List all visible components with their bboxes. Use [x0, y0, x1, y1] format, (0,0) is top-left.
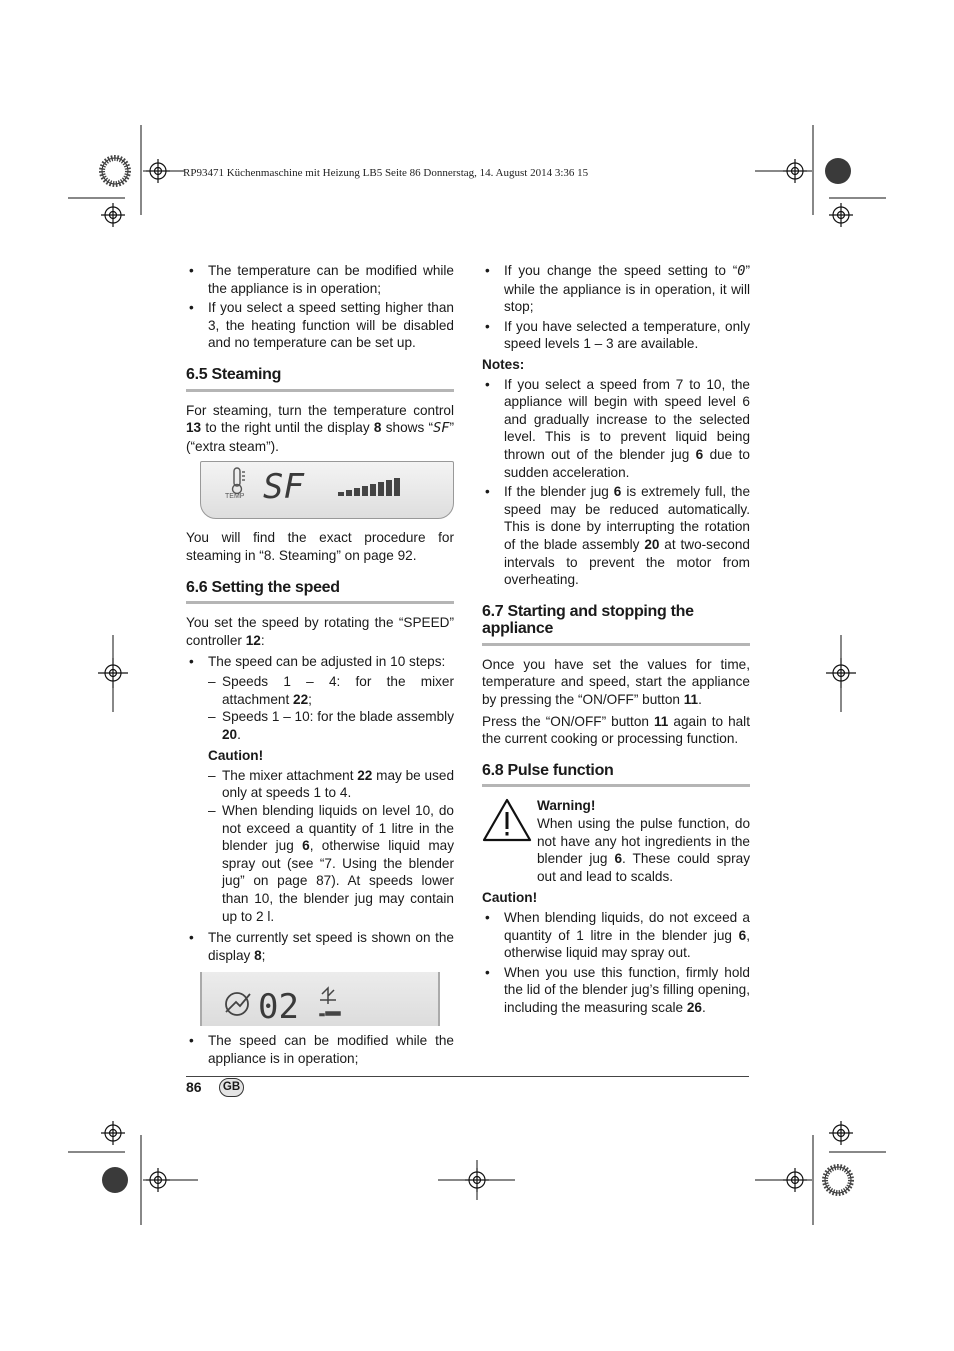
- modify-bullets: [186, 1032, 454, 1067]
- pulse-caution-list: [482, 909, 750, 1017]
- lcd-speed-digits: 02: [258, 987, 299, 1027]
- caution-label: Caution!: [208, 748, 264, 764]
- country-badge: GB: [219, 1078, 244, 1097]
- speed-notes-bullets: [482, 262, 750, 353]
- section-title-speed: 6.6 Setting the speed: [186, 579, 454, 605]
- list-item: • If the blender jug 6 is extremely full, the speed may be reduced automatically. This is done by interrupting the rotation of the blade assembly 20 at two-second intervals to prevent the motor from overheating.: [482, 483, 750, 589]
- pulse-icon: [226, 993, 250, 1015]
- speed-level-bars: [338, 478, 400, 496]
- list-item: • If you select a speed from 7 to 10, the appliance will begin with speed level 6 and gradually increase to the selected level. This is to prevent liquid being thrown out of the blender jug 6 due to sudden acceleration.: [482, 376, 750, 482]
- print-header: RP93471 Küchenmaschine mit Heizung LB5 Seite 86 Donnerstag, 14. August 2014 3:36 15: [183, 167, 589, 179]
- pulse-caution-label: Caution!: [482, 890, 538, 906]
- left-column: [186, 262, 454, 1071]
- speed-bullets: [186, 653, 454, 671]
- list-item: • If you have selected a temperature, only speed levels 1 – 3 are available.: [482, 318, 750, 353]
- section-title-start-stop: 6.7 Starting and stopping the appliance: [482, 603, 750, 646]
- warning-triangle-icon: [482, 797, 532, 843]
- list-item: • If you select a speed setting higher than 3, the heating function will be disabled and no temperature can be set up.: [186, 299, 454, 352]
- notes-list: [482, 376, 750, 589]
- list-item: • The speed can be adjusted in 10 steps:: [186, 653, 454, 671]
- section-title-pulse: 6.8 Pulse function: [482, 762, 750, 788]
- steaming-reference: You will find the exact procedure for steaming in “8. Steaming” on page 92.: [186, 530, 454, 563]
- list-item: • The currently set speed is shown on the display 8;: [186, 929, 454, 964]
- lcd-digits: SF: [263, 467, 304, 508]
- list-item: – Speeds 1 – 10: for the blade assembly 20.: [208, 708, 454, 743]
- warning-text: When using the pulse function, do not have any hot ingredients in the blender jug 6. These could spray out and lead to scalds.: [537, 816, 750, 884]
- thermometer-icon: [233, 468, 246, 494]
- list-item: – Speeds 1 – 4: for the mixer attachment 22;: [208, 673, 454, 708]
- right-column: [482, 262, 750, 1020]
- speed-paragraph: You set the speed by rotating the “SPEED” controller 12:: [186, 615, 454, 648]
- display-steam-illustration: [200, 461, 454, 519]
- speed-range-list: [208, 673, 454, 743]
- intro-bullets: [186, 262, 454, 352]
- notes-label: Notes:: [482, 356, 525, 372]
- display-speed-illustration: [200, 972, 440, 1026]
- list-item: • The speed can be modified while the appliance is in operation;: [186, 1032, 454, 1067]
- stop-paragraph: Press the “ON/OFF” button 11 again to halt the current cooking or processing function.: [482, 713, 750, 747]
- page-number: 86: [186, 1079, 202, 1095]
- list-item: – The mixer attachment 22 may be used only at speeds 1 to 4.: [208, 767, 454, 802]
- list-item: • When blending liquids, do not exceed a quantity of 1 litre in the blender jug 6, otherwise liquid may spray out.: [482, 909, 750, 962]
- blade-icon: [320, 988, 340, 1016]
- warning-box: [482, 797, 750, 885]
- list-item: • If you change the speed setting to “0” while the appliance is in operation, it will stop;: [482, 262, 750, 316]
- lcd-temp-label: TEMP: [225, 493, 245, 501]
- list-item: • When you use this function, firmly hold the lid of the blender jug’s filling opening, including the measuring scale 26.: [482, 964, 750, 1017]
- section-title-steaming: 6.5 Steaming: [186, 366, 454, 392]
- list-item: – When blending liquids on level 10, do not exceed a quantity of 1 litre in the blender jug 6, otherwise liquid may spray out (see “7. Using the blender jug” on page 87). At speeds lower than 10, the blender jug may contain up to 2 l.: [208, 802, 454, 925]
- footer-rule: [186, 1076, 749, 1077]
- display-bullets: [186, 929, 454, 964]
- start-paragraph: Once you have set the values for time, temperature and speed, start the appliance by pressing the “ON/OFF” button 11.: [482, 656, 750, 708]
- list-item: • The temperature can be modified while the appliance is in operation;: [186, 262, 454, 297]
- warning-label: Warning!: [537, 798, 596, 814]
- caution-list: [208, 767, 454, 925]
- steaming-paragraph: For steaming, turn the temperature control 13 to the right until the display 8 shows “SF” (“extra steam”).: [186, 402, 454, 454]
